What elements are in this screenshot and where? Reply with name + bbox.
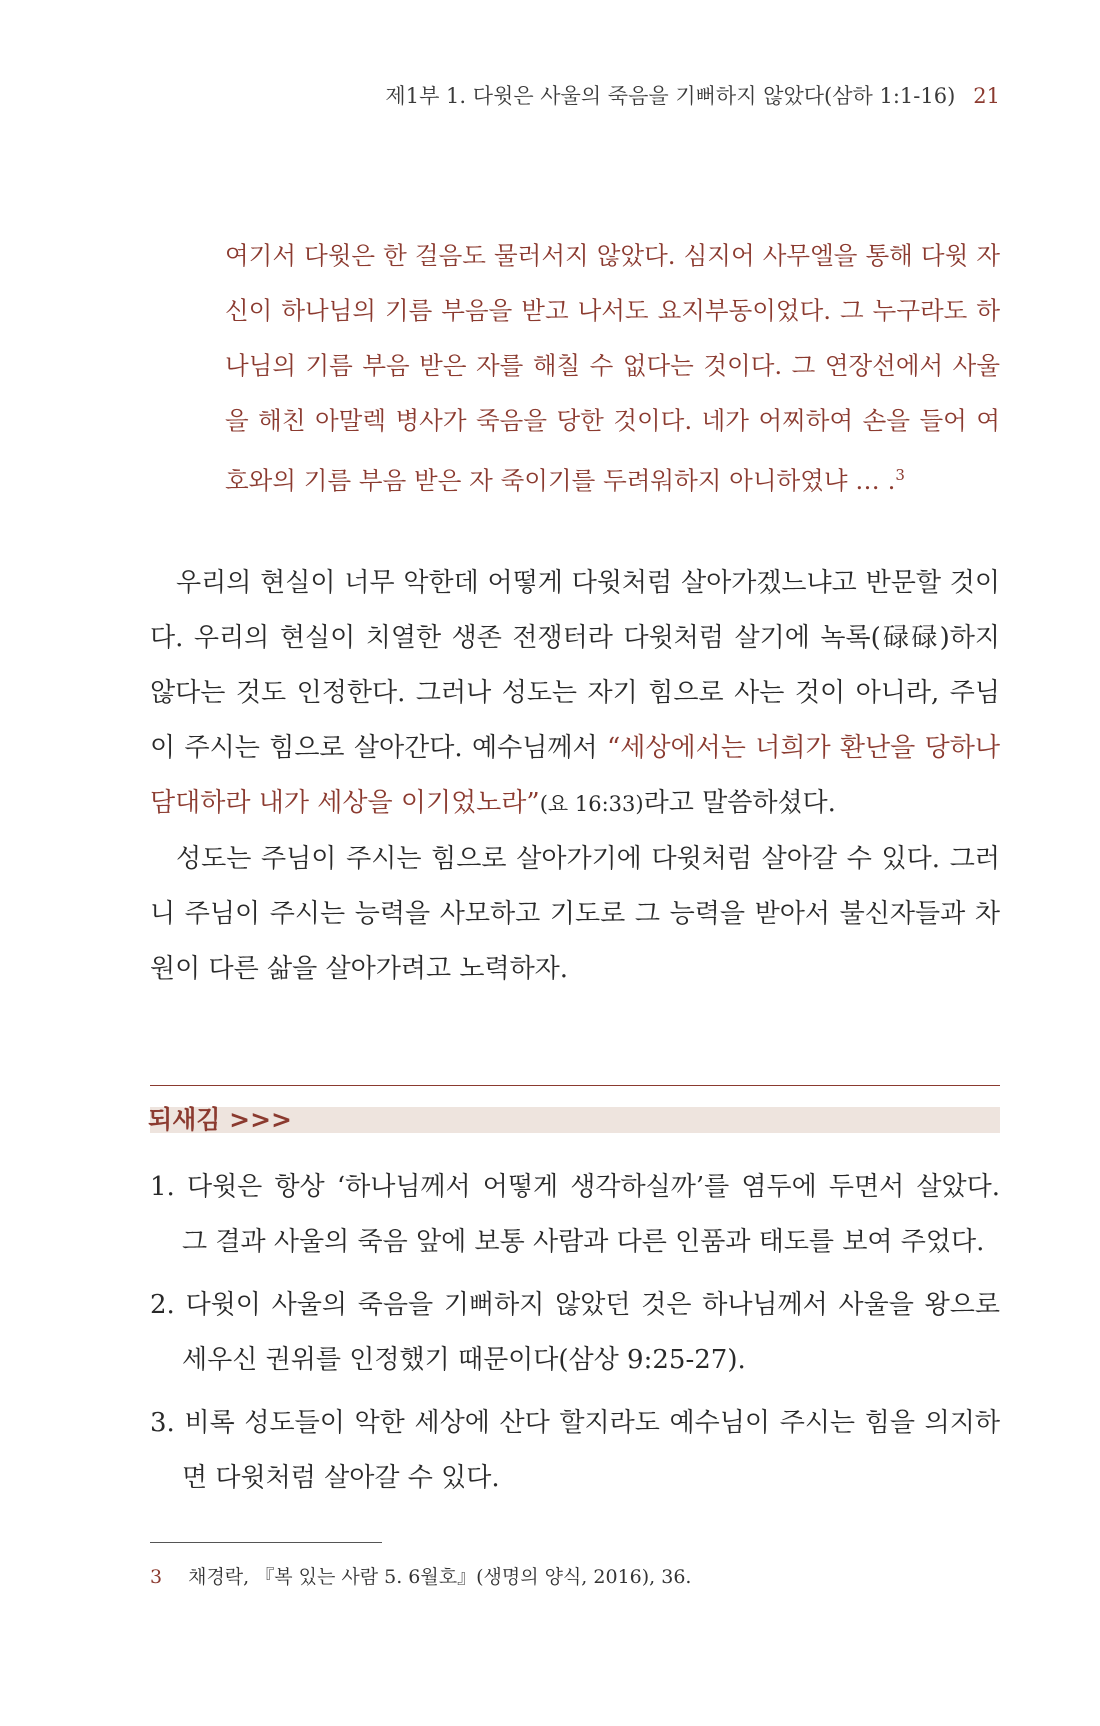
footnote-divider (150, 1542, 382, 1543)
reflection-title: 되새김 >>> (148, 1105, 292, 1134)
body-paragraph-1 (150, 556, 1000, 832)
block-quote (225, 228, 1000, 508)
body-paragraph-2: 성도는 주님이 주시는 힘으로 살아가기에 다윗처럼 살아갈 수 있다. 그러니 주님이 주시는 능력을 사모하고 기도로 그 능력을 받아서 불신자들과 차원이 다른 삶을 살아가려고 노력하자. (150, 844, 1000, 984)
scripture-reference: (요 16:33) (539, 792, 644, 816)
running-header (385, 80, 1000, 110)
quote-text: 여기서 다윗은 한 걸음도 물러서지 않았다. 심지어 사무엘을 통해 다윗 자신이 하나님의 기름 부음을 받고 나서도 요지부동이었다. 그 누구라도 하나님의 기름 부음 받은 자를 해칠 수 없다는 것이다. 그 연장선에서 사울을 해친 아말렉 병사가 죽음을 당한 것이다. 네가 어찌하여 손을 들어 여호와의 기름 부음 받은 자 죽이기를 두려워하지 아니하였냐 … . (225, 241, 1000, 496)
paragraph-1-text: 우리의 현실이 너무 악한데 어떻게 다윗처럼 살아가겠느냐고 반문할 것이다. 우리의 현실이 치열한 생존 전쟁터라 다윗처럼 살기에 녹록(碌碌)하지 않다는 것도 인정한다. 그러나 성도는 자기 힘으로 사는 것이 아니라, 주님이 주시는 힘으로 살아간다. 예수님께서 (150, 568, 1000, 763)
footnote (150, 1562, 1000, 1589)
footnote-reference: 3 (895, 466, 905, 484)
reflection-item: 2. 다윗이 사울의 죽음을 기뻐하지 않았던 것은 하나님께서 사울을 왕으로 세우신 권위를 인정했기 때문이다(삼상 9:25-27). (150, 1290, 1000, 1375)
footnote-number: 3 (150, 1566, 163, 1588)
reflection-item: 3. 비록 성도들이 악한 세상에 산다 할지라도 예수님이 주시는 힘을 의지하면 다윗처럼 살아갈 수 있다. (150, 1408, 1000, 1493)
body-text (150, 556, 1000, 997)
footnote-text: 채경락, 『복 있는 사람 5. 6월호』(생명의 양식, 2016), 36. (188, 1566, 692, 1588)
reflection-item: 1. 다윗은 항상 ‘하나님께서 어떻게 생각하실까’를 염두에 두면서 살았다. 그 결과 사울의 죽음 앞에 보통 사람과 다른 인품과 태도를 보여 주었다. (150, 1172, 1000, 1257)
reflection-list (150, 1160, 1000, 1514)
page-number: 21 (973, 84, 1000, 108)
paragraph-1-end: 라고 말씀하셨다. (643, 788, 836, 818)
header-title: 제1부 1. 다윗은 사울의 죽음을 기뻐하지 않았다(삼하 1:1-16) (385, 84, 956, 108)
section-divider (150, 1085, 1000, 1086)
scripture-quote: “세상에서는 너희가 환난을 당하나 담대하라 내가 세상을 이기었노라” (150, 733, 1000, 818)
